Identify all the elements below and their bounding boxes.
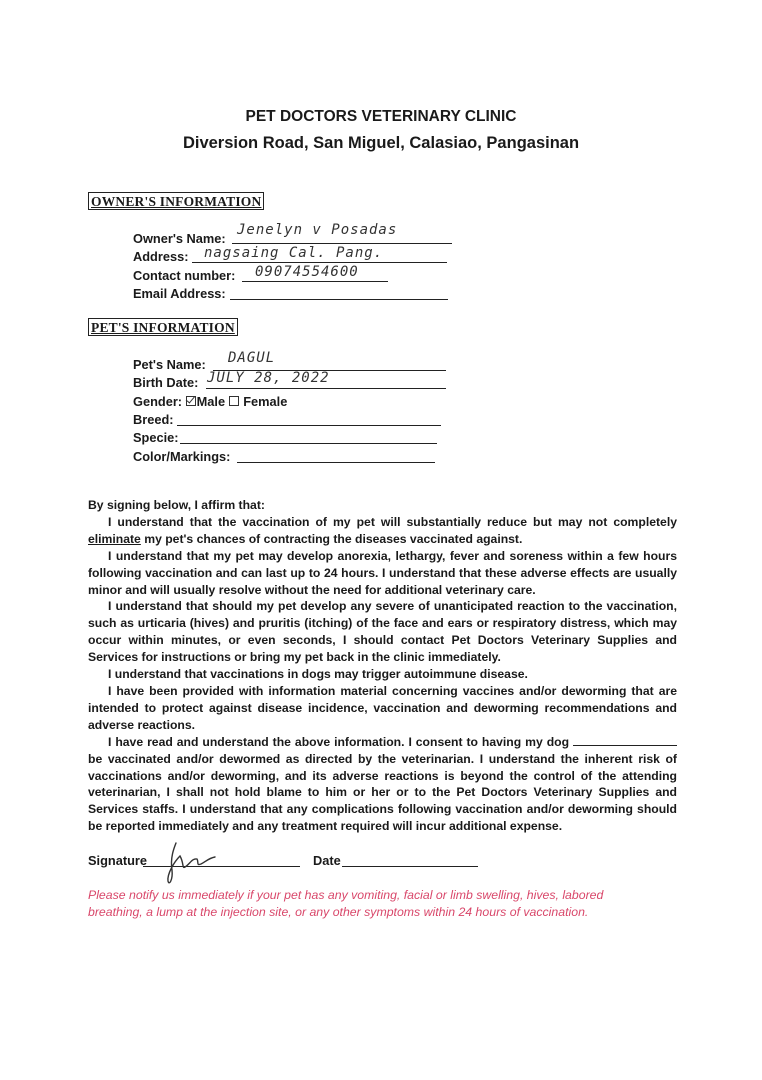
owner-name-label: Owner's Name: <box>133 231 226 246</box>
date-line <box>342 866 478 867</box>
email-line <box>230 299 448 300</box>
specie-line <box>180 443 437 444</box>
gender-label: Gender: <box>133 394 183 409</box>
contact-number-line <box>242 281 388 282</box>
color-markings-line <box>237 462 435 463</box>
birth-date-field[interactable]: JULY 28, 2022 <box>207 370 330 386</box>
contact-number-label: Contact number: <box>133 268 236 283</box>
birth-date-line <box>206 388 446 389</box>
gender-row <box>133 394 287 409</box>
date-label: Date <box>313 853 341 868</box>
birth-date-label: Birth Date: <box>133 375 199 390</box>
gender-male-checkbox[interactable] <box>186 396 196 406</box>
gender-female-checkbox[interactable] <box>229 396 239 406</box>
color-markings-label: Color/Markings: <box>133 449 231 464</box>
contact-number-field[interactable]: 09074554600 <box>255 264 359 280</box>
pet-name-label: Pet's Name: <box>133 357 206 372</box>
agreement-intro: By signing below, I affirm that: <box>88 498 265 512</box>
agreement-paragraph-6: I have read and understand the above information. I consent to having my dog be vaccinated and/or dewormed as directed by the veterinarian. I understand the inherent risk of vaccinations and/or deworming, and its adverse reactions is beyond the control of the attending veterinarian, I shall not hold blame to him or her or to the Pet Doctors Veterinary Supplies and Services staffs. I understand that any complications following vaccination and/or deworming should be reported immediately and any treatment required will incur additional expense. <box>88 734 677 834</box>
signature-label: Signature <box>88 853 148 868</box>
email-label: Email Address: <box>133 286 226 301</box>
pet-name-field[interactable]: DAGUL <box>228 350 276 366</box>
agreement-paragraph-5: I have been provided with information material concerning vaccines and/or deworming that are intended to protect against disease incidence, vaccination and deworming recommendations and adverse reactions. <box>88 683 677 732</box>
owner-name-line <box>232 243 452 244</box>
owner-address-label: Address: <box>133 249 189 264</box>
specie-label: Specie: <box>133 430 179 445</box>
handwritten-signature[interactable] <box>160 840 220 888</box>
owner-name-field[interactable]: Jenelyn v Posadas <box>237 222 398 238</box>
gender-female-label: Female <box>243 394 288 409</box>
breed-line <box>177 425 441 426</box>
agreement-paragraph-2: I understand that my pet may develop anorexia, lethargy, fever and soreness within a few hours following vaccination and can last up to 24 hours. I understand that these adverse effects are usually minor and will usually resolve without the need for additional veterinary care. <box>88 548 677 597</box>
owner-section-heading: OWNER'S INFORMATION <box>88 192 264 210</box>
agreement-paragraph-1: I understand that the vaccination of my pet will substantially reduce but may not completely eliminate my pet's chances of contracting the diseases vaccinated against. <box>88 514 677 546</box>
gender-male-label: Male <box>196 394 226 409</box>
clinic-address: Diversion Road, San Miguel, Calasiao, Pangasinan <box>182 134 580 152</box>
vaccination-notice: Please notify us immediately if your pet has any vomiting, facial or limb swelling, hives, labored breathing, a lump at the injection site, or any other symptoms within 24 hours of vaccination. <box>88 888 604 919</box>
owner-address-line <box>192 262 447 263</box>
owner-address-field[interactable]: nagsaing Cal. Pang. <box>204 245 384 261</box>
agreement-text <box>88 497 677 835</box>
pet-section-heading: PET'S INFORMATION <box>88 318 238 336</box>
agreement-paragraph-3: I understand that should my pet develop any severe of unanticipated reaction to the vaccination, such as urticaria (hives) and pruritis (itching) of the face and ears or respiratory distress, which may occur within minutes, or even seconds, I should contact Pet Doctors Veterinary Supplies and Services for instructions or bring my pet back in the clinic immediately. <box>88 599 677 665</box>
dog-name-blank[interactable] <box>573 735 677 746</box>
breed-label: Breed: <box>133 412 174 427</box>
agreement-paragraph-4: I understand that vaccinations in dogs may trigger autoimmune disease. <box>108 667 528 682</box>
clinic-name: PET DOCTORS VETERINARY CLINIC <box>245 108 517 125</box>
